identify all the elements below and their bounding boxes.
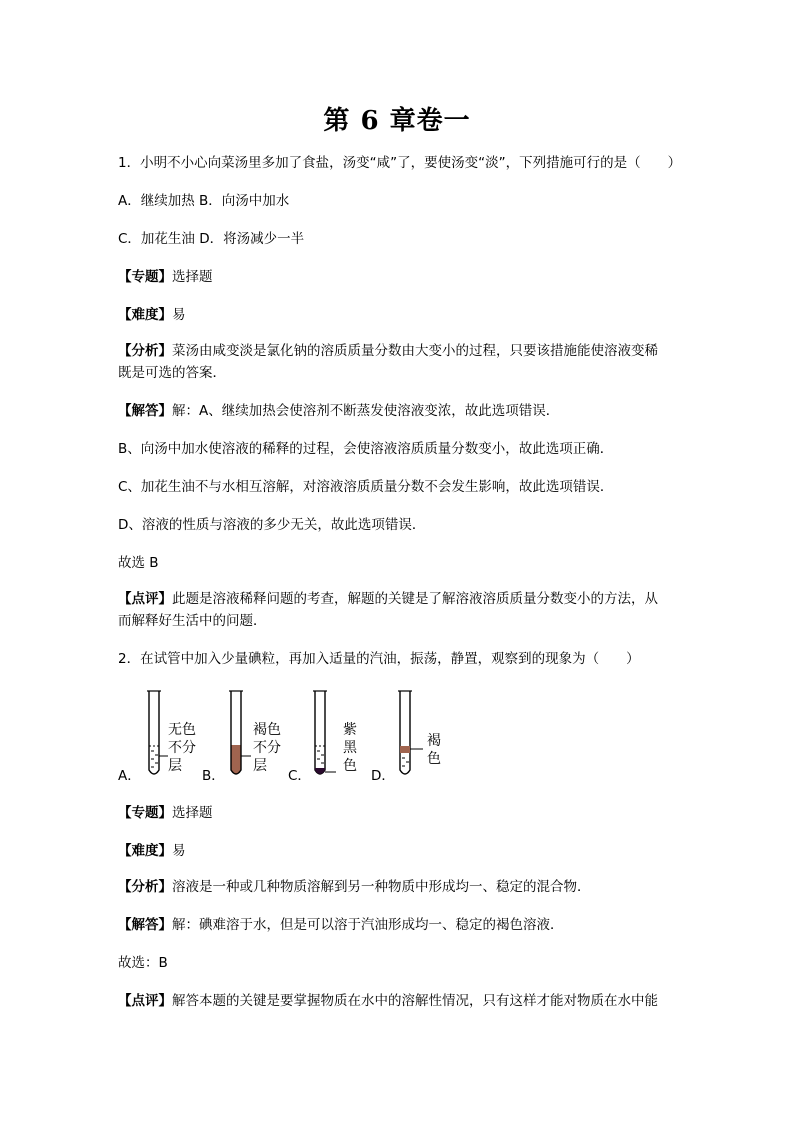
q1-analysis-text: 菜汤由咸变淡是氯化钠的溶质质量分数由大变小的过程，只要该措施能使溶液变稀 xyxy=(172,343,658,359)
tube-c-caption: 紫 黑 色 xyxy=(343,722,357,774)
q2-answer-label: 【解答】 xyxy=(118,917,172,933)
q1-answer-b: B、向汤中加水使溶液的稀释的过程，会使溶液溶质质量分数变小，故此选项正确． xyxy=(118,441,614,457)
q1-comment-text: 此题是溶液稀释问题的考查，解题的关键是了解溶液溶质质量分数变小的方法，从 xyxy=(172,591,658,607)
option-a-label: A． xyxy=(118,768,141,784)
q1-answer-a-text: 解：A、继续加热会使溶剂不断蒸发使溶液变浓，故此选项错误． xyxy=(172,403,560,419)
tube-c xyxy=(313,691,336,774)
q1-options-ab: A．继续加热 B．向汤中加水 xyxy=(118,193,290,209)
q1-topic xyxy=(118,267,213,287)
q2-analysis-label: 【分析】 xyxy=(118,879,172,895)
q2-difficulty-label: 【难度】 xyxy=(118,843,172,859)
q1-comment-label: 【点评】 xyxy=(118,591,172,607)
q2-difficulty xyxy=(118,841,186,861)
q2-question: 2．在试管中加入少量碘粒，再加入适量的汽油，振荡，静置，观察到的现象为（ ） xyxy=(118,651,640,667)
q1-analysis-label: 【分析】 xyxy=(118,343,172,359)
option-d-label: D． xyxy=(371,768,395,784)
q1-answer-a xyxy=(118,401,559,421)
q2-analysis-text: 溶液是一种或几种物质溶解到另一种物质中形成均一、稳定的混合物． xyxy=(172,879,591,895)
page-title: 第 6 章卷一 xyxy=(323,106,471,136)
test-tube-figure xyxy=(118,688,478,783)
q2-comment-label: 【点评】 xyxy=(118,993,172,1009)
q1-difficulty-value: 易 xyxy=(172,307,186,323)
q2-comment-text: 解答本题的关键是要掌握物质在水中的溶解性情况，只有这样才能对物质在水中能 xyxy=(172,993,658,1009)
q2-answer-text: 解：碘难溶于水，但是可以溶于汽油形成均一、稳定的褐色溶液． xyxy=(172,917,564,933)
q2-topic-label: 【专题】 xyxy=(118,805,172,821)
q2-comment-1 xyxy=(118,991,658,1011)
tube-d-caption: 褐 色 xyxy=(427,733,441,767)
tube-d xyxy=(398,691,423,774)
q2-difficulty-value: 易 xyxy=(172,843,186,859)
q2-topic xyxy=(118,803,213,823)
q1-analysis-2: 既是可选的答案． xyxy=(118,365,226,381)
q1-topic-label: 【专题】 xyxy=(118,269,172,285)
tube-a-caption: 无色 不分 层 xyxy=(168,722,196,774)
q1-topic-value: 选择题 xyxy=(172,269,213,285)
q1-comment-2: 而解释好生活中的问题． xyxy=(118,613,267,629)
option-b-label: B． xyxy=(202,768,225,784)
q1-options-cd: C．加花生油 D．将汤减少一半 xyxy=(118,231,305,247)
q2-topic-value: 选择题 xyxy=(172,805,213,821)
q1-analysis-1 xyxy=(118,341,658,361)
option-c-label: C． xyxy=(288,768,311,784)
q1-question: 1．小明不小心向菜汤里多加了食盐，汤变“咸”了，要使汤变“淡”，下列措施可行的是（ ） xyxy=(118,155,682,171)
tube-a xyxy=(147,691,168,774)
q1-answer-label: 【解答】 xyxy=(118,403,172,419)
q2-answer xyxy=(118,915,564,935)
q1-answer-d: D、溶液的性质与溶液的多少无关，故此选项错误． xyxy=(118,517,426,533)
q1-answer-c: C、加花生油不与水相互溶解，对溶液溶质质量分数不会发生影响，故此选项错误． xyxy=(118,479,614,495)
q2-choice: 故选：B xyxy=(118,955,168,971)
q2-analysis xyxy=(118,877,591,897)
tube-b xyxy=(229,691,251,774)
q1-difficulty-label: 【难度】 xyxy=(118,307,172,323)
tube-b-caption: 褐色 不分 层 xyxy=(253,722,281,774)
q1-comment-1 xyxy=(118,589,658,609)
q1-choice: 故选 B xyxy=(118,555,159,571)
q1-difficulty xyxy=(118,305,186,325)
